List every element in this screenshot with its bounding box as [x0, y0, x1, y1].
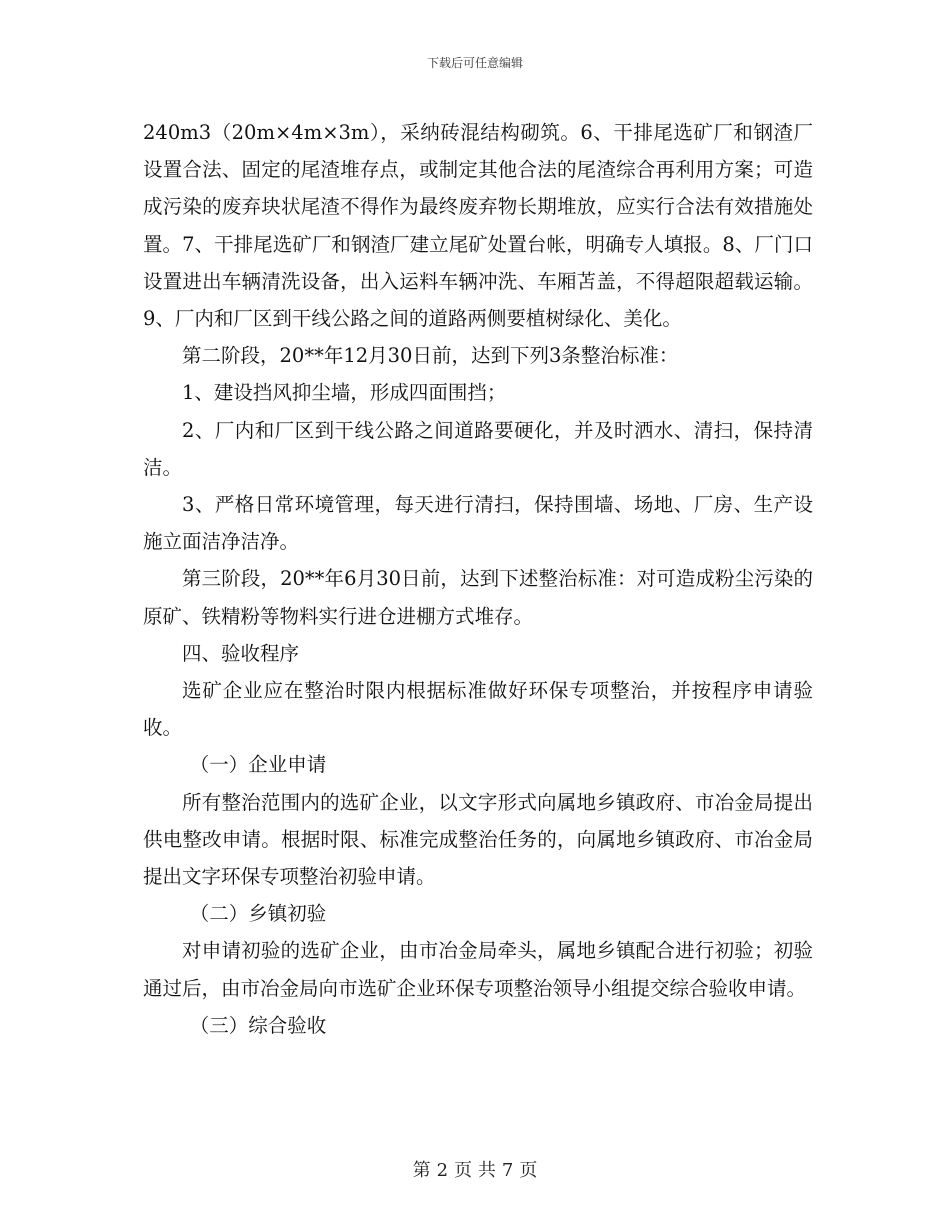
paragraph-item-3: 3、严格日常环境管理，每天进行清扫，保持围墙、场地、厂房、生产设施立面洁净洁净。	[143, 493, 813, 554]
page-footer	[0, 1156, 950, 1182]
section-heading-acceptance: 四、验收程序	[182, 641, 300, 665]
page-number-current: 2	[436, 1160, 449, 1181]
document-body	[143, 114, 813, 1044]
paragraph-continued: 240m3（20m×4m×3m），采纳砖混结构砌筑。6、干排尾选矿厂和钢渣厂设置合法、固定的尾渣堆存点，或制定其他合法的尾渣综合再利用方案；可造成污染的废弃块状尾渣不得作为最终废弃物长期堆放，应实行合法有效措施处置。7、干排尾选矿厂和钢渣厂建立尾矿处置台帐，明确专人填报。8、厂门口设置进出车辆清洗设备，出入运料车辆冲洗、车厢苫盖，不得超限超载运输。9、厂内和厂区到干线公路之间的道路两侧要植树绿化、美化。	[143, 121, 813, 331]
paragraph-township-inspection: 对申请初验的选矿企业，由市冶金局牵头，属地乡镇配合进行初验；初验通过后，由市冶金局向市选矿企业环保专项整治领导小组提交综合验收申请。	[143, 939, 813, 1000]
footer-label-mid: 页 共	[454, 1160, 496, 1181]
footer-label-pre: 第	[412, 1160, 431, 1181]
subheading-enterprise-application: （一）企业申请	[189, 753, 327, 777]
page-header: 下载后可任意编辑	[426, 56, 523, 70]
paragraph-enterprise-application: 所有整治范围内的选矿企业，以文字形式向属地乡镇政府、市冶金局提出供电整改申请。根据时限、标准完成整治任务的，向属地乡镇政府、市冶金局提出文字环保专项整治初验申请。	[143, 790, 813, 889]
paragraph-item-2: 2、厂内和厂区到干线公路之间道路要硬化，并及时洒水、清扫，保持清洁。	[143, 418, 813, 479]
paragraph-item-1: 1、建设挡风抑尘墙，形成四面围挡；	[182, 381, 507, 405]
paragraph-acceptance-intro: 选矿企业应在整治时限内根据标准做好环保专项整治，并按程序申请验收。	[143, 679, 813, 740]
paragraph-stage-three: 第三阶段，20**年6月30日前，达到下述整治标准：对可造成粉尘污染的原矿、铁精粉等物料实行进仓进棚方式堆存。	[143, 567, 813, 628]
page-number-total: 7	[501, 1160, 514, 1181]
paragraph-stage-two: 第二阶段，20**年12月30日前，达到下列3条整治标准：	[182, 344, 679, 368]
subheading-comprehensive-acceptance: （三）综合验收	[189, 1013, 327, 1037]
subheading-township-inspection: （二）乡镇初验	[189, 902, 327, 926]
footer-label-post: 页	[519, 1160, 538, 1181]
